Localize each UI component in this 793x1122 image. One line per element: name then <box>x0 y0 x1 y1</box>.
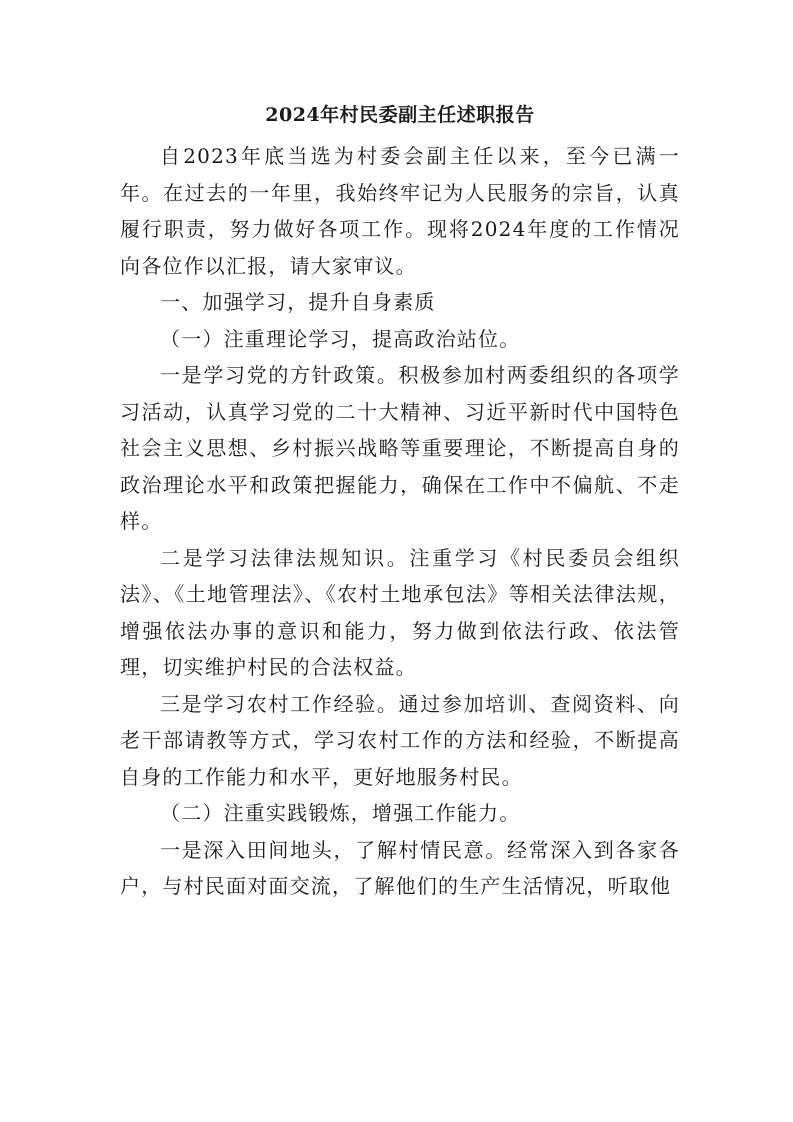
subsection-heading-1: （一）注重理论学习，提高政治站位。 <box>160 326 521 351</box>
document-page <box>120 100 680 905</box>
paragraph-study-experience: 三是学习农村工作经验。通过参加培训、查阅资料、向老干部请教等方式，学习农村工作的方法和经验，不断提高自身的工作能力和水平，更好地服务村民。 <box>120 691 680 789</box>
section-heading-1: 一、加强学习，提升自身素质 <box>160 290 436 314</box>
paragraph-field-visits: 一是深入田间地头，了解村情民意。经常深入到各家各户，与村民面对面交流，了解他们的生产生活情况，听取他 <box>120 837 680 898</box>
paragraph-study-law: 二是学习法律法规知识。注重学习《村民委员会组织法》、《土地管理法》、《农村土地承包法》等相关法律法规，增强依法办事的意识和能力，努力做到依法行政、依法管理，切实维护村民的合法权益。 <box>120 545 680 679</box>
paragraph-study-policy: 一是学习党的方针政策。积极参加村两委组织的各项学习活动，认真学习党的二十大精神、习近平新时代中国特色社会主义思想、乡村振兴战略等重要理论，不断提高自身的政治理论水平和政策把握能力，确保在工作中不偏航、不走样。 <box>120 363 680 533</box>
subsection-heading-2: （二）注重实践锻炼，增强工作能力。 <box>160 801 521 825</box>
paragraph-intro: 自2023年底当选为村委会副主任以来，至今已满一年。在过去的一年里，我始终牢记为人民服务的宗旨，认真履行职责，努力做好各项工作。现将2024年度的工作情况向各位作以汇报，请大家审议。 <box>120 144 680 278</box>
document-title: 2024年村民委副主任述职报告 <box>265 104 535 126</box>
